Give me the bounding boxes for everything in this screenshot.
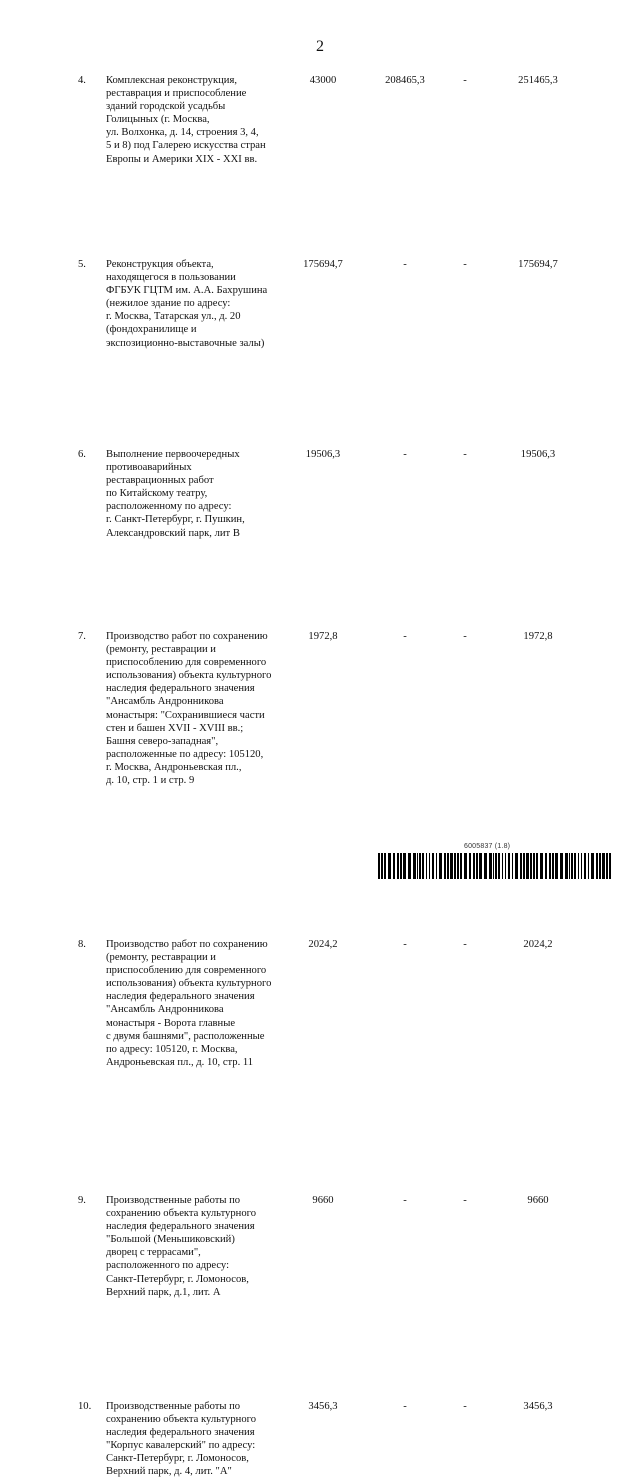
row-value-total: 9660	[527, 1195, 549, 1206]
row-number: 5.	[78, 259, 86, 270]
row-value-2: -	[403, 939, 407, 950]
row-description: Выполнение первоочередных противоаварийных реставрационных работ по Китайскому театру, расположенному по адресу: г. Санкт-Петербург, г. Пушкин, Александровский парк, лит В	[106, 449, 245, 539]
table-row	[78, 448, 568, 539]
row-description: Комплексная реконструкция, реставрация и приспособление зданий городской усадьбы Голицыных (г. Москва, ул. Волхонка, д. 14, строения 3, 4, 5 и 8) под Галерею искусства стран Европы и Америки XIX - XXI вв.	[106, 75, 266, 165]
row-description: Производственные работы по сохранению объекта культурного наследия федерального значения "Корпус кавалерский" по адресу: Санкт-Петербург, г. Ломоносов, Верхний парк, д. 4, лит. "А"	[106, 1401, 256, 1478]
row-value-2: -	[403, 1195, 407, 1206]
row-number: 4.	[78, 75, 86, 86]
row-number: 8.	[78, 939, 86, 950]
row-value-total: 251465,3	[518, 75, 558, 86]
row-value-3: -	[463, 1195, 467, 1206]
barcode-caption: 6005837 (1.8)	[464, 843, 511, 850]
table-row	[78, 258, 568, 353]
row-value-2: 208465,3	[385, 75, 425, 86]
row-value-3: -	[463, 939, 467, 950]
table-row	[78, 74, 568, 166]
row-description: Производственные работы по сохранению объекта культурного наследия федерального значения "Большой (Меньшиковский) дворец с террасами", расположенного по адресу: Санкт-Петербург, г. Ломоносов, Верхний парк, д.1, лит. А	[106, 1195, 256, 1298]
row-value-1: 3456,3	[308, 1401, 338, 1412]
row-value-1: 2024,2	[308, 939, 338, 950]
table-row	[78, 1194, 568, 1297]
row-value-3: -	[463, 259, 467, 270]
row-number: 10.	[78, 1401, 92, 1412]
row-description: Реконструкция объекта, находящегося в пользовании ФГБУК ГЦТМ им. А.А. Бахрушина (нежилое здание по адресу: г. Москва, Татарская ул., д. 20 (фондохранилище и экспозиционно-выставочные залы)	[106, 259, 268, 349]
table-row	[78, 938, 568, 1066]
row-number: 7.	[78, 631, 86, 642]
row-value-total: 3456,3	[523, 1401, 553, 1412]
row-value-3: -	[463, 449, 467, 460]
row-number: 9.	[78, 1195, 86, 1206]
row-value-3: -	[463, 1401, 467, 1412]
row-value-total: 175694,7	[518, 259, 558, 270]
row-value-2: -	[403, 631, 407, 642]
row-value-1: 175694,7	[303, 259, 343, 270]
barcode-image	[378, 853, 612, 879]
row-value-total: 1972,8	[523, 631, 553, 642]
row-value-2: -	[403, 1401, 407, 1412]
row-value-total: 19506,3	[520, 449, 556, 460]
row-value-1: 43000	[309, 75, 337, 86]
row-value-1: 9660	[312, 1195, 334, 1206]
row-value-2: -	[403, 259, 407, 270]
page-number: 2	[316, 38, 324, 55]
row-value-1: 1972,8	[308, 631, 338, 642]
row-number: 6.	[78, 449, 86, 460]
document-footer	[378, 843, 612, 883]
row-value-total: 2024,2	[523, 939, 553, 950]
row-value-3: -	[463, 75, 467, 86]
row-value-2: -	[403, 449, 407, 460]
row-description: Производство работ по сохранению (ремонту, реставрации и приспособлению для современного использования) объекта культурного наследия федерального значения "Ансамбль Андронникова монастыря: "Сохранившиеся части стен и башен XVII - XVIII вв.; Башня северо-западная", расположенные по адресу: 105120, г. Москва, Андроньевская пл., д. 10, стр. 1 и стр. 9	[106, 631, 272, 787]
table-row	[78, 630, 568, 787]
row-description: Производство работ по сохранению (ремонту, реставрации и приспособлению для современного использования) объекта культурного наследия федерального значения "Ансамбль Андронникова монастыря - Ворота главные с двумя башнями", расположенные по адресу: 105120, г. Москва, Андроньевская пл., д. 10, стр. 11	[106, 939, 272, 1068]
row-value-1: 19506,3	[305, 449, 341, 460]
row-value-3: -	[463, 631, 467, 642]
table-row	[78, 1400, 568, 1480]
